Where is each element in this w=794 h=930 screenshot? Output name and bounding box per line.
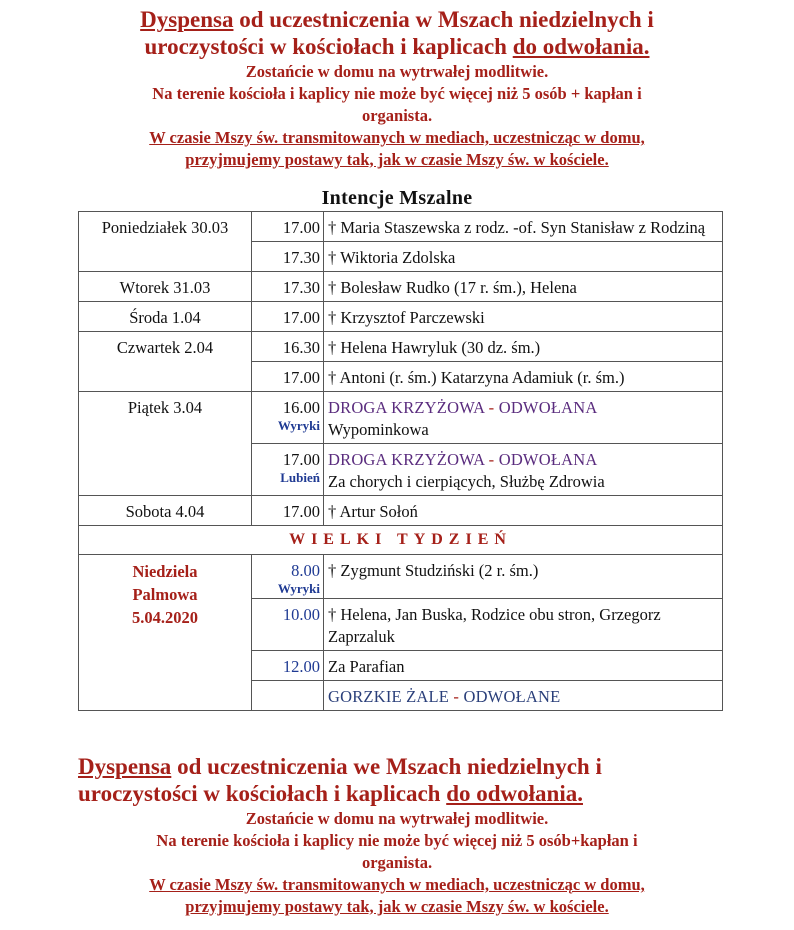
day-cell: Środa 1.04 xyxy=(79,302,252,332)
top-notice-line6: W czasie Mszy św. transmitowanych w mediach, uczestnicząc w domu, xyxy=(149,128,645,147)
intention-cell: † Maria Staszewska z rodz. -of. Syn Stanisław z Rodziną xyxy=(324,212,723,242)
top-notice xyxy=(0,6,794,170)
intention-cell xyxy=(324,681,723,711)
top-notice-line4: Na terenie kościoła i kaplicy nie może być więcej niż 5 osób + kapłan i xyxy=(152,84,642,103)
cancelled-event: GORZKIE ŻALE - ODWOŁANE xyxy=(328,687,561,706)
location-label: Wyryki xyxy=(277,581,320,596)
top-notice-line7: przyjmujemy postawy tak, jak w czasie Mszy św. w kościele. xyxy=(185,149,609,169)
intention-cell: † Bolesław Rudko (17 r. śm.), Helena xyxy=(324,272,723,302)
cancelled-event: DROGA KRZYŻOWA - ODWOŁANA xyxy=(328,398,598,417)
day-cell: Wtorek 31.03 xyxy=(79,272,252,302)
time-cell: 12.00 xyxy=(252,651,324,681)
time-cell: 10.00 xyxy=(252,599,324,651)
top-notice-line2: uroczystości w kościołach i kaplicach do odwołania. xyxy=(144,34,650,59)
time-cell: 17.00 xyxy=(252,496,324,526)
bottom-notice-line7: przyjmujemy postawy tak, jak w czasie Mszy św. w kościele. xyxy=(185,896,609,916)
time-cell: 8.00 Wyryki xyxy=(252,555,324,599)
time-cell: 17.00 Lubień xyxy=(252,444,324,496)
bottom-notice-line1: Dyspensa od uczestniczenia we Mszach niedzielnych i xyxy=(78,754,602,779)
table-row xyxy=(79,212,723,242)
table-row xyxy=(79,332,723,362)
day-cell: Poniedziałek 30.03 xyxy=(79,212,252,272)
day-cell: Niedziela Palmowa 5.04.2020 xyxy=(79,555,252,711)
table-row xyxy=(79,496,723,526)
bottom-notice-line3: Zostańcie w domu na wytrwałej modlitwie. xyxy=(245,809,549,828)
time-cell: 16.30 xyxy=(252,332,324,362)
intention-cell: † Wiktoria Zdolska xyxy=(324,242,723,272)
intention-cell xyxy=(324,444,723,496)
top-notice-line1: Dyspensa od uczestniczenia w Mszach niedzielnych i xyxy=(140,7,654,32)
holy-week-header: WIELKI TYDZIEŃ xyxy=(79,526,723,555)
location-label: Wyryki xyxy=(277,418,320,433)
cancelled-event: DROGA KRZYŻOWA - ODWOŁANA xyxy=(328,450,598,469)
bottom-notice-line6: W czasie Mszy św. transmitowanych w mediach, uczestnicząc w domu, xyxy=(149,875,645,894)
bottom-notice-line4: Na terenie kościoła i kaplicy nie może być więcej niż 5 osób+kapłan i xyxy=(156,831,638,850)
day-cell: Sobota 4.04 xyxy=(79,496,252,526)
table-row xyxy=(79,526,723,555)
top-notice-line5: organista. xyxy=(361,106,433,125)
time-cell: 17.00 xyxy=(252,362,324,392)
bottom-notice-line2: uroczystości w kościołach i kaplicach do odwołania. xyxy=(78,781,583,806)
bottom-notice xyxy=(0,753,794,917)
intention-cell: † Helena Hawryluk (30 dz. śm.) xyxy=(324,332,723,362)
mass-schedule-table xyxy=(78,211,723,711)
page-title: Intencje Mszalne xyxy=(321,187,473,209)
time-cell: 17.00 xyxy=(252,302,324,332)
time-cell: 17.30 xyxy=(252,272,324,302)
time-cell xyxy=(252,681,324,711)
table-row xyxy=(79,272,723,302)
bottom-notice-line5: organista. xyxy=(361,853,433,872)
time-cell: 17.30 xyxy=(252,242,324,272)
time-cell: 17.00 xyxy=(252,212,324,242)
table-row xyxy=(79,392,723,444)
top-notice-line3: Zostańcie w domu na wytrwałej modlitwie. xyxy=(245,62,549,81)
day-cell: Piątek 3.04 xyxy=(79,392,252,496)
intention-text: Wypominkowa xyxy=(328,420,429,439)
day-cell: Czwartek 2.04 xyxy=(79,332,252,392)
intention-cell: † Artur Sołoń xyxy=(324,496,723,526)
intention-cell: † Krzysztof Parczewski xyxy=(324,302,723,332)
table-row xyxy=(79,302,723,332)
intention-cell: † Antoni (r. śm.) Katarzyna Adamiuk (r. śm.) xyxy=(324,362,723,392)
intention-cell xyxy=(324,392,723,444)
intention-cell: † Zygmunt Studziński (2 r. śm.) xyxy=(324,555,723,599)
intention-cell: Za Parafian xyxy=(324,651,723,681)
time-cell: 16.00 Wyryki xyxy=(252,392,324,444)
table-row xyxy=(79,555,723,599)
intention-text: Za chorych i cierpiących, Służbę Zdrowia xyxy=(328,472,605,491)
intention-cell: † Helena, Jan Buska, Rodzice obu stron, Grzegorz Zaprzaluk xyxy=(324,599,723,651)
location-label: Lubień xyxy=(280,470,320,485)
